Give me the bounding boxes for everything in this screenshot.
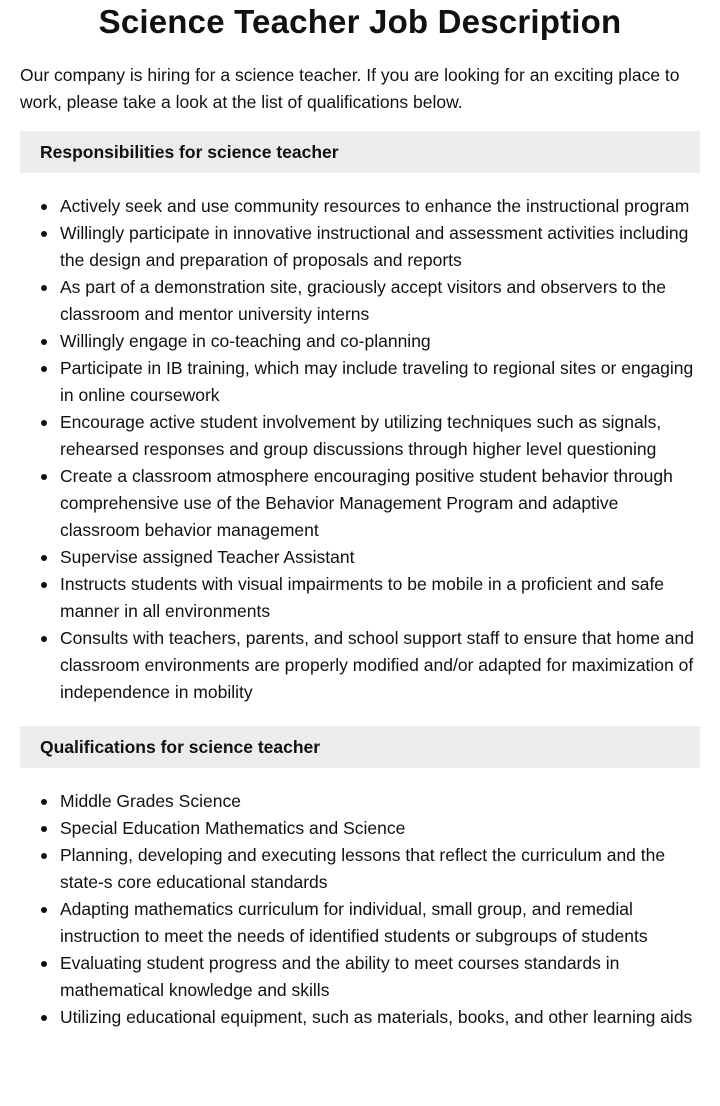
qualifications-list xyxy=(20,788,700,1031)
list-item xyxy=(20,274,700,328)
list-item-text: Encourage active student involvement by utilizing techniques such as signals, rehearsed responses and group discussions through higher level questioning xyxy=(60,412,662,459)
list-item-text: Consults with teachers, parents, and school support staff to ensure that home and classroom environments are properly modified and/or adapted for maximization of independence in mobility xyxy=(60,628,694,702)
list-item xyxy=(20,625,700,706)
bullet-icon xyxy=(41,907,47,913)
list-item-text: Supervise assigned Teacher Assistant xyxy=(60,547,355,567)
list-item xyxy=(20,220,700,274)
bullet-icon xyxy=(41,231,47,237)
responsibilities-list xyxy=(20,193,700,706)
list-item xyxy=(20,409,700,463)
page-title: Science Teacher Job Description xyxy=(98,3,622,40)
list-item-text: Willingly participate in innovative instructional and assessment activities including the design and preparation of proposals and reports xyxy=(60,223,689,270)
bullet-icon xyxy=(41,636,47,642)
bullet-icon xyxy=(41,853,47,859)
list-item xyxy=(20,842,700,896)
list-item xyxy=(20,193,700,220)
list-item-text: As part of a demonstration site, graciously accept visitors and observers to the classroom and mentor university interns xyxy=(60,277,666,324)
list-item-text: Instructs students with visual impairments to be mobile in a proficient and safe manner in all environments xyxy=(60,574,665,621)
list-item xyxy=(20,896,700,950)
bullet-icon xyxy=(41,366,47,372)
bullet-icon xyxy=(41,555,47,561)
qualifications-heading: Qualifications for science teacher xyxy=(20,726,700,768)
responsibilities-heading: Responsibilities for science teacher xyxy=(20,131,700,173)
bullet-icon xyxy=(41,420,47,426)
list-item xyxy=(20,328,700,355)
list-item-text: Evaluating student progress and the ability to meet courses standards in mathematical knowledge and skills xyxy=(60,953,620,1000)
list-item xyxy=(20,355,700,409)
bullet-icon xyxy=(41,826,47,832)
list-item xyxy=(20,571,700,625)
list-item xyxy=(20,463,700,544)
list-item xyxy=(20,544,700,571)
list-item-text: Special Education Mathematics and Science xyxy=(60,818,406,838)
bullet-icon xyxy=(41,204,47,210)
list-item-text: Adapting mathematics curriculum for individual, small group, and remedial instruction to meet the needs of identified students or subgroups of students xyxy=(60,899,648,946)
list-item-text: Participate in IB training, which may include traveling to regional sites or engaging in online coursework xyxy=(60,358,694,405)
list-item xyxy=(20,950,700,1004)
list-item-text: Actively seek and use community resources to enhance the instructional program xyxy=(60,196,690,216)
list-item xyxy=(20,1004,700,1031)
bullet-icon xyxy=(41,799,47,805)
intro-paragraph: Our company is hiring for a science teacher. If you are looking for an exciting place to work, please take a look at the list of qualifications below. xyxy=(20,65,680,112)
bullet-icon xyxy=(41,285,47,291)
list-item xyxy=(20,815,700,842)
list-item-text: Willingly engage in co-teaching and co-planning xyxy=(60,331,431,351)
bullet-icon xyxy=(41,474,47,480)
list-item xyxy=(20,788,700,815)
bullet-icon xyxy=(41,961,47,967)
list-item-text: Middle Grades Science xyxy=(60,791,241,811)
bullet-icon xyxy=(41,339,47,345)
list-item-text: Planning, developing and executing lessons that reflect the curriculum and the state-s core educational standards xyxy=(60,845,666,892)
bullet-icon xyxy=(41,1015,47,1021)
list-item-text: Create a classroom atmosphere encouraging positive student behavior through comprehensive use of the Behavior Management Program and adaptive classroom behavior management xyxy=(60,466,673,540)
list-item-text: Utilizing educational equipment, such as materials, books, and other learning aids xyxy=(60,1007,693,1027)
bullet-icon xyxy=(41,582,47,588)
